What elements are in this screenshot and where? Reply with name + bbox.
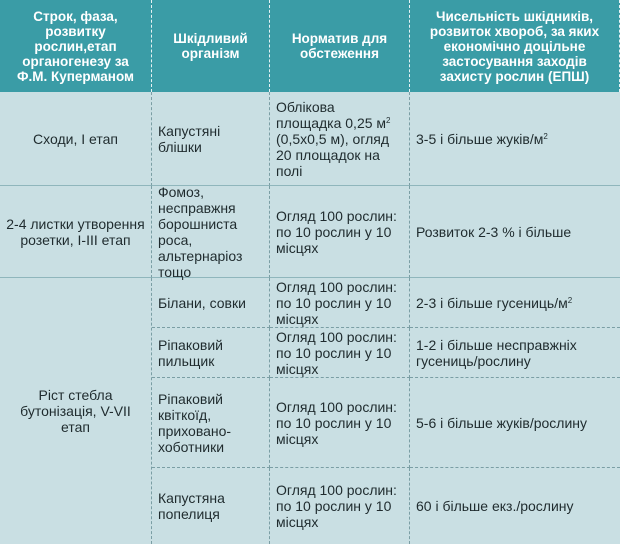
stage-cell: Ріст стебла бутонізація, V-VII етап	[0, 278, 152, 544]
organism-cell: Капустяні блішки	[152, 92, 270, 186]
organism-cell: Ріпаковий пильщик	[152, 328, 270, 378]
threshold-cell: Розвиток 2-3 % і більше	[410, 186, 620, 278]
header-organism: Шкідливий організм	[152, 0, 270, 92]
header-threshold: Чисельність шкідників, розвиток хвороб, за яких економічно доцільне застосування заходів захисту рослин (ЕПШ)	[410, 0, 620, 92]
threshold-cell: 60 і більше екз./рослину	[416, 498, 574, 514]
organism-cell: Фомоз, несправжня борошниста роса, альтернаріоз тощо	[152, 186, 270, 278]
norm-cell: Огляд 100 рослин: по 10 рослин у 10 місцях	[270, 468, 410, 544]
threshold-cell: 3-5 і більше жуків/$м^2$	[410, 92, 620, 186]
header-norm: Норматив для обстеження	[270, 0, 410, 92]
norm-text: Облікова площадка 0,25 $м^2$ (0,5х0,5 м), огляд 20 площадок на полі	[276, 98, 391, 179]
organism-cell: Капустяна попелиця	[152, 468, 270, 544]
norm-cell: Огляд 100 рослин: по 10 рослин у 10 місцях	[270, 278, 410, 328]
stage-cell: 2-4 листки утворення розетки, І-ІІІ етап	[0, 186, 152, 278]
threshold-cell: 5-6 і більше жуків/рослину	[410, 378, 620, 468]
organism-cell: Білани, совки	[152, 278, 270, 328]
threshold-cell: 2-3 і більше гусениць/$м^2$	[410, 278, 620, 328]
norm-cell	[270, 92, 410, 186]
norm-cell: Огляд 100 рослин: по 10 рослин у 10 місцях	[270, 328, 410, 378]
threshold-cell: 1-2 і більше несправжніх гусениць/рослину	[410, 328, 620, 378]
norm-cell: Огляд 100 рослин: по 10 рослин у 10 місцях	[270, 378, 410, 468]
header-stage: Строк, фаза, розвитку рослин,етап органогенезу за Ф.М. Куперманом	[0, 0, 152, 92]
norm-cell: Огляд 100 рослин: по 10 рослин у 10 місцях	[270, 186, 410, 278]
organism-cell: Ріпаковий квіткоїд, приховано-хоботники	[152, 378, 270, 468]
stage-cell: Сходи, І етап	[0, 92, 152, 186]
